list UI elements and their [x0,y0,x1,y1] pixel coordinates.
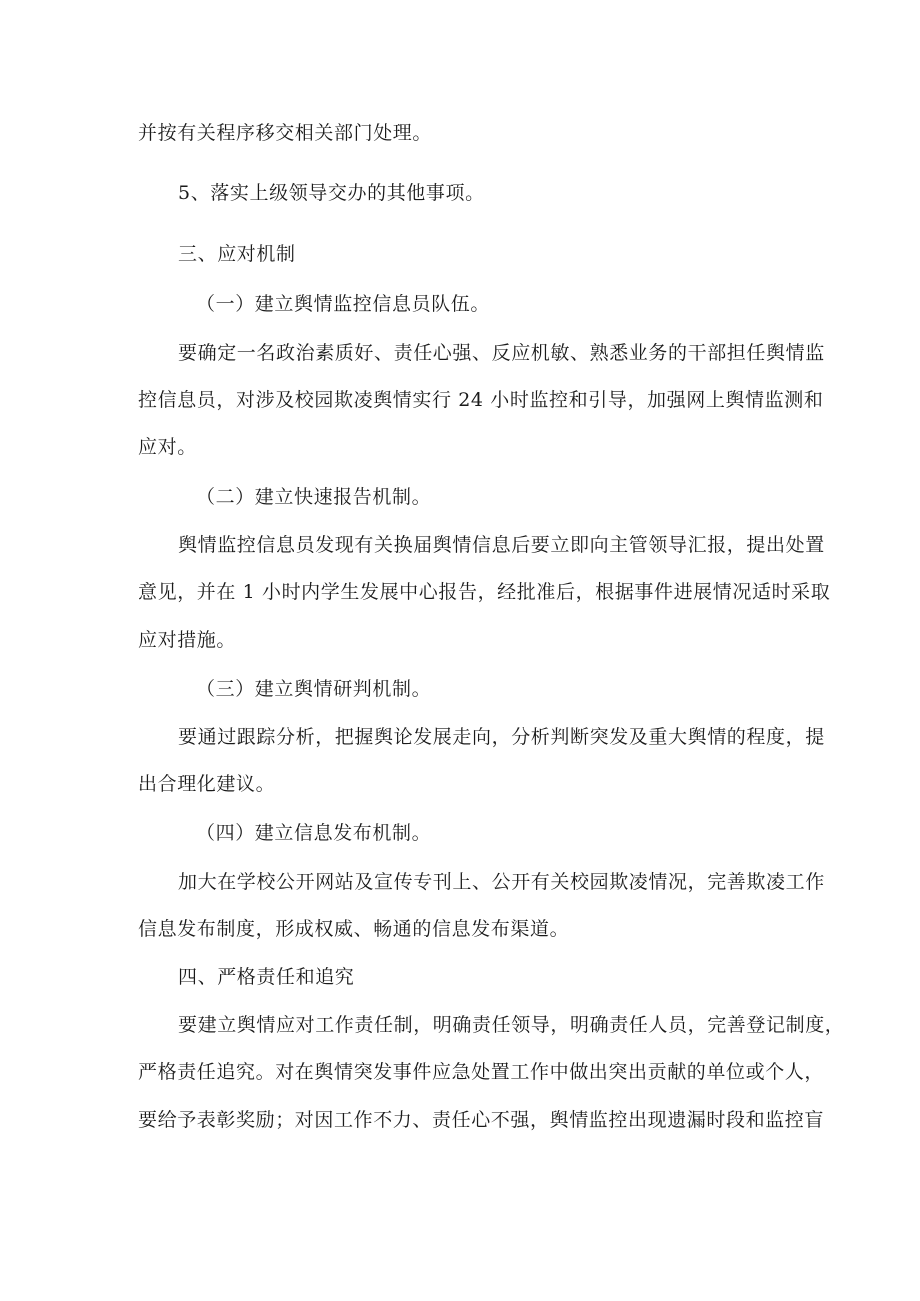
subsection-heading-3: （三）建立舆情研判机制。 [196,678,432,700]
paragraph-5-line-3: 要给予表彰奖励；对因工作不力、责任心不强，舆情监控出现遗漏时段和监控盲 [138,1109,825,1131]
paragraph-1-line-2: 控信息员，对涉及校园欺凌舆情实行 24 小时监控和引导，加强网上舆情监测和 [138,389,824,411]
section-heading-3: 三、应对机制 [178,243,296,265]
paragraph-2-line-1: 舆情监控信息员发现有关换届舆情信息后要立即向主管领导汇报，提出处置 [178,534,825,556]
section-heading-4: 四、严格责任和追究 [178,966,355,988]
paragraph-2-line-3: 应对措施。 [138,629,237,651]
paragraph-4-line-1: 加大在学校公开网站及宣传专刊上、公开有关校园欺凌情况，完善欺凌工作 [178,871,825,893]
paragraph-4-line-2: 信息发布制度，形成权威、畅通的信息发布渠道。 [138,918,570,940]
paragraph-1-line-3: 应对。 [138,436,197,458]
subsection-heading-4: （四）建立信息发布机制。 [196,822,432,844]
paragraph-3-line-2: 出合理化建议。 [138,773,276,795]
paragraph-5-line-1: 要建立舆情应对工作责任制，明确责任领导，明确责任人员，完善登记制度， [178,1014,845,1036]
subsection-heading-1: （一）建立舆情监控信息员队伍。 [196,293,491,315]
list-item-5: 5、落实上级领导交办的其他事项。 [178,182,485,204]
paragraph-1-line-1: 要确定一名政治素质好、责任心强、反应机敏、熟悉业务的干部担任舆情监 [178,342,825,364]
subsection-heading-2: （二）建立快速报告机制。 [196,486,432,508]
paragraph-continuation-text: 并按有关程序移交相关部门处理。 [138,122,433,144]
paragraph-5-line-2: 严格责任追究。对在舆情突发事件应急处置工作中做出突出贡献的单位或个人， [138,1061,825,1083]
paragraph-3-line-1: 要通过跟踪分析，把握舆论发展走向，分析判断突发及重大舆情的程度，提 [178,726,825,748]
paragraph-2-line-2: 意见，并在 1 小时内学生发展中心报告，经批准后，根据事件进展情况适时采取 [138,581,831,603]
